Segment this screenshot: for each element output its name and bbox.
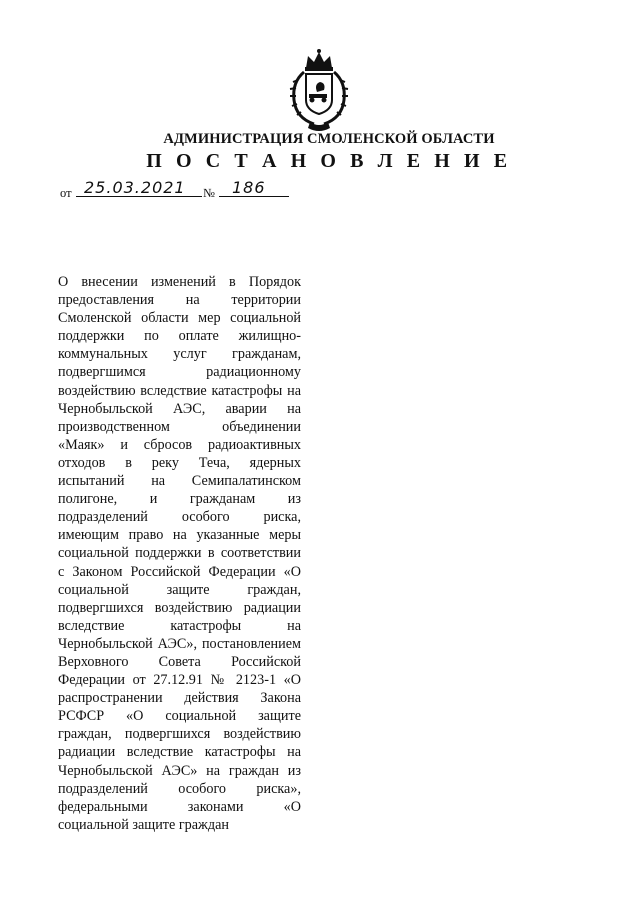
date-number-line (60, 176, 360, 204)
document-type-title: П О С Т А Н О В Л Е Н И Е (146, 150, 512, 172)
document-title-text: О внесении изменений в Порядок предоставления на территории Смоленской области мер социальной поддержки по оплате жилищно-коммунальных услуг гражданам, подвергшимся радиационному воздействию вследствие катастрофы на Чернобыльской АЭС, аварии на производственном объединении «Маяк» и сбросов радиоактивных отходов в реку Теча, ядерных испытаний на Семипалатинском полигоне, и гражданам из подразделений особого риска, имеющим право на указанные меры социальной поддержки в соответствии с Законом Российской Федерации «О социальной защите граждан, подвергшихся воздействию радиации вследствие катастрофы на Чернобыльской АЭС», постановлением Верховного Совета Российской Федерации от 27.12.91 № 2123-1 «О распространении действия Закона РСФСР «О социальной защите граждан, подвергшихся воздействию радиации вследствие катастрофы на Чернобыльской АЭС» на граждан из подразделений особого риска», федеральными законами «О социальной защите граждан (58, 274, 301, 833)
smolensk-coat-of-arms-icon (284, 48, 354, 140)
date-prefix: от (60, 186, 72, 200)
number-prefix: № (203, 186, 215, 200)
handwritten-number: 186 (232, 178, 266, 197)
handwritten-date: 25.03.2021 (84, 178, 186, 197)
organization-title: АДМИНИСТРАЦИЯ СМОЛЕНСКОЙ ОБЛАСТИ (163, 131, 495, 147)
emblem (284, 48, 354, 140)
